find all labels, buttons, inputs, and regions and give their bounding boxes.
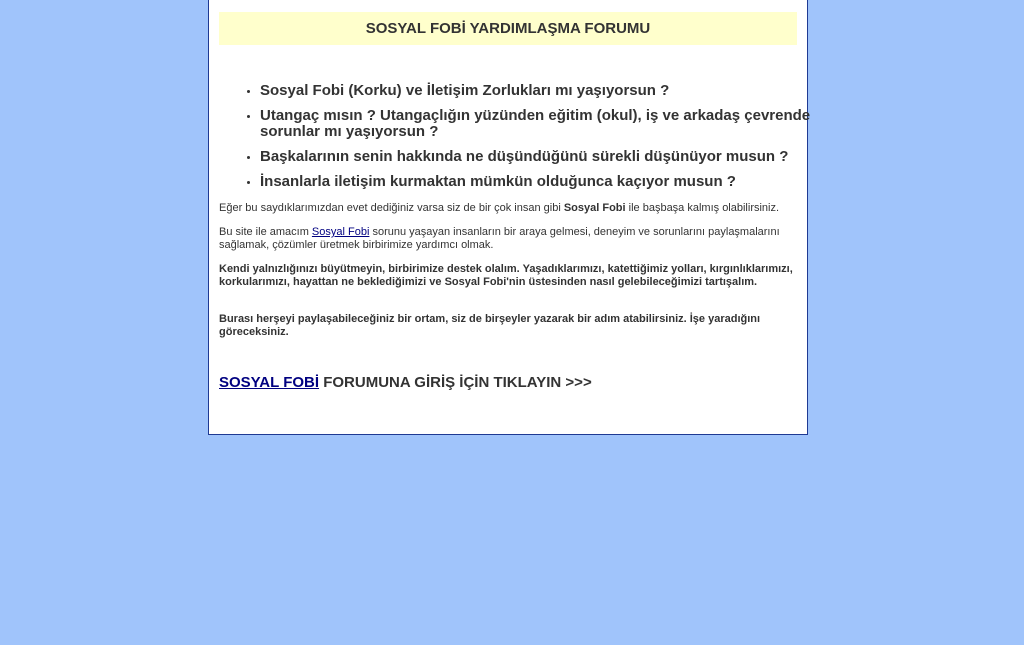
list-item: • Utangaç mısın ? Utangaçlığın yüzünden eğitim (okul), iş ve arkadaş çevrende sorunlar mı yaşıyorsun ?: [260, 108, 812, 140]
list-item: • Sosyal Fobi (Korku) ve İletişim Zorlukları mı yaşıyorsun ?: [260, 83, 812, 99]
forum-entry-link[interactable]: SOSYAL FOBİ: [219, 374, 320, 391]
question-list: [242, 83, 812, 199]
intro-paragraph: [219, 202, 797, 215]
intro-text-bold: Sosyal Fobi: [563, 202, 626, 214]
purpose-text-start: Bu site ile amacım: [219, 226, 312, 238]
support-paragraph: Kendi yalnızlığınızı büyütmeyin, birbirimize destek olalım. Yaşadıklarımızı, katettiğimiz yolları, kırgınlıklarımızı, korkularımızı, hayattan ne beklediğimizi ve Sosyal Fobi'nin üstesinden nasıl gelebileceğimizi tartışalım.: [219, 263, 793, 288]
forum-entry-text: FORUMUNA GİRİŞ İÇİN TIKLAYIN >>>: [319, 374, 592, 391]
intro-text-end: ile başbaşa kalmış olabilirsiniz.: [625, 202, 780, 214]
intro-text-start: Eğer bu saydıklarımızdan evet dediğiniz varsa siz de bir çok insan gibi: [219, 202, 564, 214]
content-panel: [208, 0, 811, 435]
sosyal-fobi-link[interactable]: Sosyal Fobi: [311, 226, 370, 238]
purpose-text-end: sorunu yaşayan insanların bir araya gelmesi, deneyim ve sorunlarını paylaşmalarını sağlamak, çözümler üretmek birbirimize yardımcı olmak.: [219, 226, 780, 251]
list-item: • Başkalarının senin hakkında ne düşündüğünü sürekli düşünüyor musun ?: [260, 149, 812, 165]
share-paragraph: Burası herşeyi paylaşabileceğiniz bir ortam, siz de birşeyler yazarak bir adım atabilirsiniz. İşe yaradığını göreceksiniz.: [219, 313, 761, 338]
purpose-paragraph: [219, 226, 797, 252]
list-item: • İnsanlarla iletişim kurmaktan mümkün olduğunca kaçıyor musun ?: [260, 174, 812, 190]
forum-entry: [219, 374, 592, 391]
page-title: SOSYAL FOBİ YARDIMLAŞMA FORUMU: [219, 12, 797, 45]
